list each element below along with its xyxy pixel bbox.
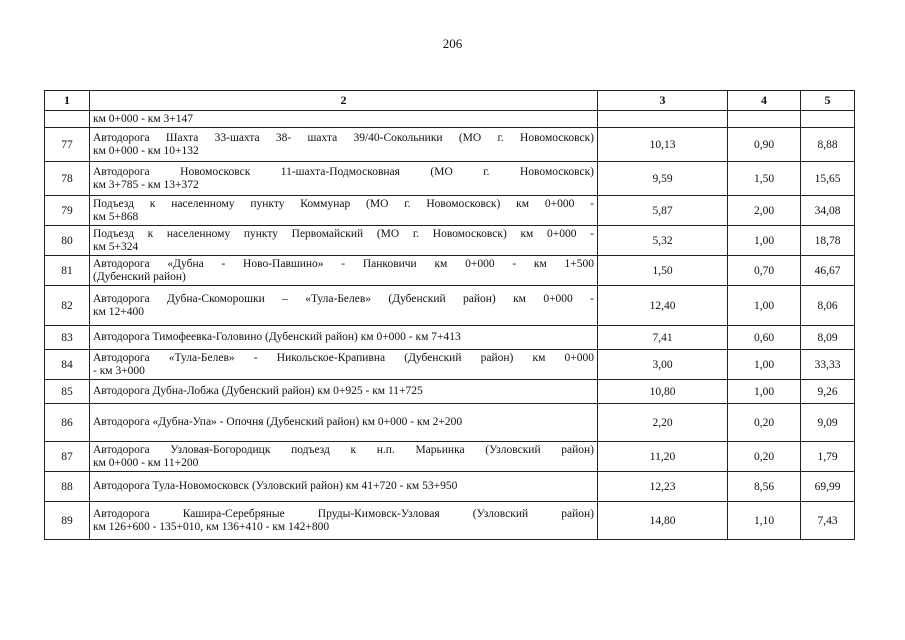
value-c4 xyxy=(728,111,801,128)
road-description-line: Автодорога Тимофеевка-Головино (Дубенский район) км 0+000 - км 7+413 xyxy=(93,331,461,343)
table-row xyxy=(45,350,855,380)
road-description-line: Автодорога Новомосковск 11-шахта-Подмосковная (МО г. Новомосковск) xyxy=(93,165,594,178)
value-c4: 0,20 xyxy=(728,442,801,472)
row-number: 78 xyxy=(45,162,90,196)
value-c3 xyxy=(598,111,728,128)
table-row xyxy=(45,326,855,350)
value-c3: 10,13 xyxy=(598,128,728,162)
road-description-line: Автодорога Шахта 33-шахта 38- шахта 39/40-Сокольники (МО г. Новомосковск) xyxy=(93,131,594,144)
road-description xyxy=(90,442,598,472)
road-description xyxy=(90,256,598,286)
road-description xyxy=(90,226,598,256)
road-description-line: Автодорога «Тула-Белев» - Никольское-Крапивна (Дубенский район) км 0+000 xyxy=(93,351,594,364)
table-row xyxy=(45,256,855,286)
table-row xyxy=(45,226,855,256)
row-number: 77 xyxy=(45,128,90,162)
table-row xyxy=(45,196,855,226)
row-number: 88 xyxy=(45,472,90,502)
road-description-line: - км 3+000 xyxy=(93,364,145,377)
row-number: 85 xyxy=(45,380,90,404)
value-c4: 2,00 xyxy=(728,196,801,226)
road-description-line: км 5+868 xyxy=(93,210,139,223)
header-col-5: 5 xyxy=(801,91,855,111)
value-c3: 9,59 xyxy=(598,162,728,196)
value-c5: 33,33 xyxy=(801,350,855,380)
value-c5: 8,09 xyxy=(801,326,855,350)
road-description-line: км 3+785 - км 13+372 xyxy=(93,178,199,191)
road-description xyxy=(90,162,598,196)
row-number: 80 xyxy=(45,226,90,256)
table-row xyxy=(45,442,855,472)
value-c3: 5,87 xyxy=(598,196,728,226)
table-row xyxy=(45,502,855,540)
row-number: 83 xyxy=(45,326,90,350)
road-description-line: Автодорога Узловая-Богородицк подъезд к н.п. Марьинка (Узловский район) xyxy=(93,443,594,456)
value-c5: 7,43 xyxy=(801,502,855,540)
row-number: 87 xyxy=(45,442,90,472)
value-c3: 12,40 xyxy=(598,286,728,326)
value-c5: 1,79 xyxy=(801,442,855,472)
value-c4: 1,50 xyxy=(728,162,801,196)
header-col-1: 1 xyxy=(45,91,90,111)
value-c4: 0,20 xyxy=(728,404,801,442)
value-c5 xyxy=(801,111,855,128)
row-number xyxy=(45,111,90,128)
road-description-line: км 0+000 - км 10+132 xyxy=(93,144,199,157)
table-row xyxy=(45,472,855,502)
table-row xyxy=(45,380,855,404)
road-description xyxy=(90,111,598,128)
value-c3: 3,00 xyxy=(598,350,728,380)
header-col-3: 3 xyxy=(598,91,728,111)
row-number: 82 xyxy=(45,286,90,326)
row-number: 89 xyxy=(45,502,90,540)
value-c5: 15,65 xyxy=(801,162,855,196)
road-description-line: км 0+000 - км 3+147 xyxy=(93,112,194,125)
value-c3: 10,80 xyxy=(598,380,728,404)
road-description-line: км 5+324 xyxy=(93,240,139,253)
row-number: 79 xyxy=(45,196,90,226)
value-c3: 12,23 xyxy=(598,472,728,502)
road-description xyxy=(90,286,598,326)
road-description-line: Автодорога «Дубна - Ново-Павшино» - Панковичи км 0+000 - км 1+500 xyxy=(93,257,594,270)
value-c5: 9,26 xyxy=(801,380,855,404)
value-c3: 14,80 xyxy=(598,502,728,540)
value-c3: 7,41 xyxy=(598,326,728,350)
value-c4: 0,60 xyxy=(728,326,801,350)
header-col-2: 2 xyxy=(90,91,598,111)
road-description-line: Автодорога Кашира-Серебряные Пруды-Кимовск-Узловая (Узловский район) xyxy=(93,507,594,520)
value-c5: 46,67 xyxy=(801,256,855,286)
value-c3: 2,20 xyxy=(598,404,728,442)
value-c4: 1,00 xyxy=(728,380,801,404)
road-description xyxy=(90,326,598,350)
row-number: 81 xyxy=(45,256,90,286)
value-c4: 0,70 xyxy=(728,256,801,286)
road-description-line: Подъезд к населенному пункту Коммунар (МО г. Новомосковск) км 0+000 - xyxy=(93,197,594,210)
value-c4: 1,00 xyxy=(728,226,801,256)
table-row xyxy=(45,286,855,326)
roads-table xyxy=(44,90,855,540)
value-c4: 1,00 xyxy=(728,350,801,380)
road-description xyxy=(90,128,598,162)
value-c5: 8,88 xyxy=(801,128,855,162)
value-c5: 69,99 xyxy=(801,472,855,502)
road-description xyxy=(90,502,598,540)
value-c3: 5,32 xyxy=(598,226,728,256)
table-row xyxy=(45,162,855,196)
value-c3: 11,20 xyxy=(598,442,728,472)
road-description-line: Подъезд к населенному пункту Первомайский (МО г. Новомосковск) км 0+000 - xyxy=(93,227,594,240)
road-description-line: км 126+600 - 135+010, км 136+410 - км 142+800 xyxy=(93,520,330,533)
road-description-line: Автодорога Дубна-Лобжа (Дубенский район) км 0+925 - км 11+725 xyxy=(93,385,423,397)
value-c5: 34,08 xyxy=(801,196,855,226)
road-description-line: Автодорога «Дубна-Упа» - Опочня (Дубенский район) км 0+000 - км 2+200 xyxy=(93,416,463,428)
table-row xyxy=(45,128,855,162)
row-number: 86 xyxy=(45,404,90,442)
road-description-line: Автодорога Тула-Новомосковск (Узловский район) км 41+720 - км 53+950 xyxy=(93,480,458,492)
value-c3: 1,50 xyxy=(598,256,728,286)
value-c4: 1,10 xyxy=(728,502,801,540)
value-c4: 8,56 xyxy=(728,472,801,502)
road-description-line: Автодорога Дубна-Скоморошки – «Тула-Белев» (Дубенский район) км 0+000 - xyxy=(93,292,594,305)
road-description xyxy=(90,196,598,226)
row-number: 84 xyxy=(45,350,90,380)
value-c4: 0,90 xyxy=(728,128,801,162)
road-description xyxy=(90,380,598,404)
road-description xyxy=(90,472,598,502)
page-number: 206 xyxy=(442,36,463,51)
road-description-line: км 12+400 xyxy=(93,305,144,318)
road-description xyxy=(90,350,598,380)
road-description-line: км 0+000 - км 11+200 xyxy=(93,456,199,469)
value-c5: 8,06 xyxy=(801,286,855,326)
value-c5: 9,09 xyxy=(801,404,855,442)
table-header-row xyxy=(45,91,855,111)
table-row xyxy=(45,111,855,128)
value-c5: 18,78 xyxy=(801,226,855,256)
value-c4: 1,00 xyxy=(728,286,801,326)
road-description-line: (Дубенский район) xyxy=(93,270,186,283)
table-row xyxy=(45,404,855,442)
road-description xyxy=(90,404,598,442)
header-col-4: 4 xyxy=(728,91,801,111)
